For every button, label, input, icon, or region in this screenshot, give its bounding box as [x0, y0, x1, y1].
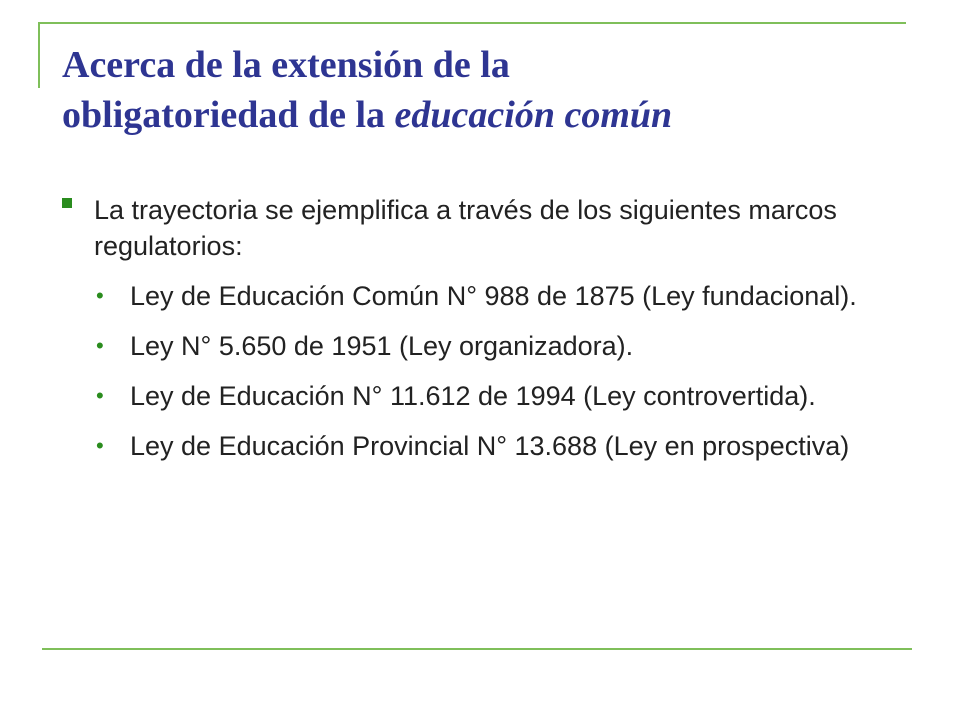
list-item-text: Ley de Educación Provincial N° 13.688 (Ley en prospectiva) — [130, 431, 850, 461]
list-item-text: Ley de Educación Común N° 988 de 1875 (Ley fundacional). — [130, 281, 857, 311]
dot-bullet-icon: • — [96, 433, 104, 458]
bottom-rule — [42, 648, 912, 650]
intro-bullet — [60, 192, 880, 264]
title-italic: educación común — [394, 94, 673, 136]
top-rule — [38, 22, 906, 24]
slide-title — [62, 40, 922, 140]
list-item-text: Ley N° 5.650 de 1951 (Ley organizadora). — [130, 331, 634, 361]
slide-body — [60, 192, 880, 464]
list-item — [60, 428, 880, 464]
title-plain: obligatoriedad de la — [62, 94, 395, 136]
list-item — [60, 278, 880, 314]
dot-bullet-icon: • — [96, 333, 104, 358]
square-bullet-icon — [62, 198, 72, 208]
list-item — [60, 328, 880, 364]
list-item — [60, 378, 880, 414]
dot-bullet-icon: • — [96, 283, 104, 308]
title-line-2 — [62, 90, 922, 140]
title-line-1: Acerca de la extensión de la — [62, 44, 510, 86]
left-rule — [38, 22, 40, 88]
list-item-text: Ley de Educación N° 11.612 de 1994 (Ley controvertida). — [130, 381, 816, 411]
dot-bullet-icon: • — [96, 383, 104, 408]
intro-text: La trayectoria se ejemplifica a través de los siguientes marcos regulatorios: — [94, 195, 837, 261]
